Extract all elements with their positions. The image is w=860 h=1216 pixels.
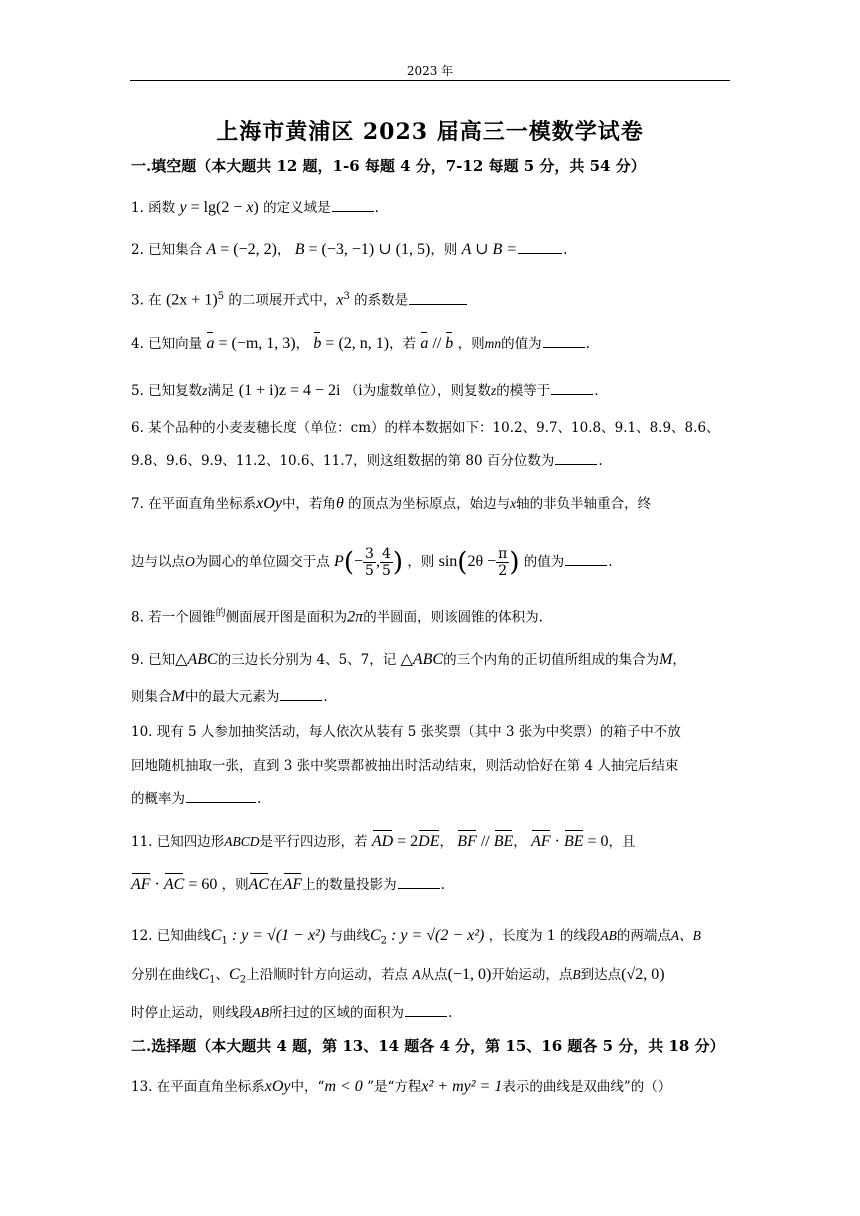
header-rule bbox=[130, 80, 730, 81]
question-3: 3. 在 $(2x + 1)^5$ 的二项展开式中，$x^3$ 的系数是 bbox=[131, 287, 468, 311]
question-6-line-2: 9.8、9.6、9.9、11.2、10.6、11.7，则这组数据的第 80 百分位数为 . bbox=[131, 453, 603, 469]
question-12-line-3: 时停止运动，则线段AB所扫过的区域的面积为 . bbox=[131, 1005, 453, 1021]
question-10-line-2: 回地随机抽取一张，直到 3 张中奖票都被抽出时活动结束，则活动恰好在第 4 人抽完后结束 bbox=[131, 758, 679, 774]
page-header: 2023 年 bbox=[406, 64, 454, 78]
question-4: 4. 已知向量 a = (−m, 1, 3)， b = (2, n, 1)，若 a // b ，则mn的值为 . bbox=[131, 335, 590, 352]
question-6-line-1: 6. 某个品种的小麦麦穗长度（单位：cm）的样本数据如下：10.2、9.7、10.8、9.1、8.9、8.6、 bbox=[131, 420, 720, 436]
question-12-line-1: 12. 已知曲线$C_1$ : y = √(1 − x²) 与曲线$C_2$ : y = √(2 − x²) ，长度为 1 的线段AB的两端点A、B bbox=[131, 927, 701, 947]
question-13: 13. 在平面直角坐标系xOy中，“m < 0 ”是“方程x² + my² = 1表示的曲线是双曲线”的（） bbox=[131, 1078, 672, 1095]
question-9-line-2: 则集合M中的最大元素为 . bbox=[131, 688, 328, 705]
section-choice-heading: 二.选择题（本大题共 4 题，第 13、14 题各 4 分，第 15、16 题各 5 分，共 18 分） bbox=[131, 1037, 725, 1055]
question-2: 2. 已知集合 A = (−2, 2)， B = (−3, −1) ∪ (1, 5)，则 A ∪ B = . bbox=[131, 241, 568, 258]
question-12-line-2: 分别在曲线$C_1$、$C_2$上沿顺时针方向运动，若点 A从点(−1, 0)开始运动，点B到达点(√2, 0) bbox=[131, 966, 665, 986]
exam-title: 上海市黄浦区 2023 届高三一模数学试卷 bbox=[216, 119, 644, 145]
question-7-line-1: 7. 在平面直角坐标系xOy中，若角θ 的顶点为坐标原点，始边与x轴的非负半轴重合，终 bbox=[131, 495, 652, 512]
question-5: 5. 已知复数z满足 (1 + i)z = 4 − 2i （i为虚数单位），则复数z的模等于 . bbox=[131, 382, 599, 399]
question-7-line-2: 边与以点O为圆心的单位圆交于点 P(− $\frac{3}{5}$ , $\frac{4}{5}$ ) ，则 sin(2θ − $\frac{\pi}{2}$ ) 的值为 . bbox=[131, 546, 613, 579]
question-11-line-2: AF · AC = 60 ，则AC在AF上的数量投影为 . bbox=[131, 876, 445, 893]
question-10-line-1: 10. 现有 5 人参加抽奖活动，每人依次从装有 5 张奖票（其中 3 张为中奖票）的箱子中不放 bbox=[131, 724, 681, 740]
question-10-line-3: 的概率为 . bbox=[131, 791, 262, 807]
question-1: 1. 函数 y = lg(2 − x) 的定义域是 . bbox=[131, 199, 379, 216]
question-9-line-1: 9. 已知△ABC的三边长分别为 4、5、7，记 △ABC的三个内角的正切值所组成的集合为M， bbox=[131, 651, 686, 668]
section-fill-heading: 一.填空题（本大题共 12 题，1-6 每题 4 分，7-12 每题 5 分，共 54 分） bbox=[131, 157, 646, 175]
question-11-line-1: 11. 已知四边形ABCD是平行四边形，若 AD = 2DE， BF // BE， AF · BE = 0，且 bbox=[131, 833, 636, 850]
question-8: 8. 若一个圆锥$^的$侧面展开图是面积为2π的半圆面，则该圆锥的体积为. bbox=[131, 608, 543, 626]
